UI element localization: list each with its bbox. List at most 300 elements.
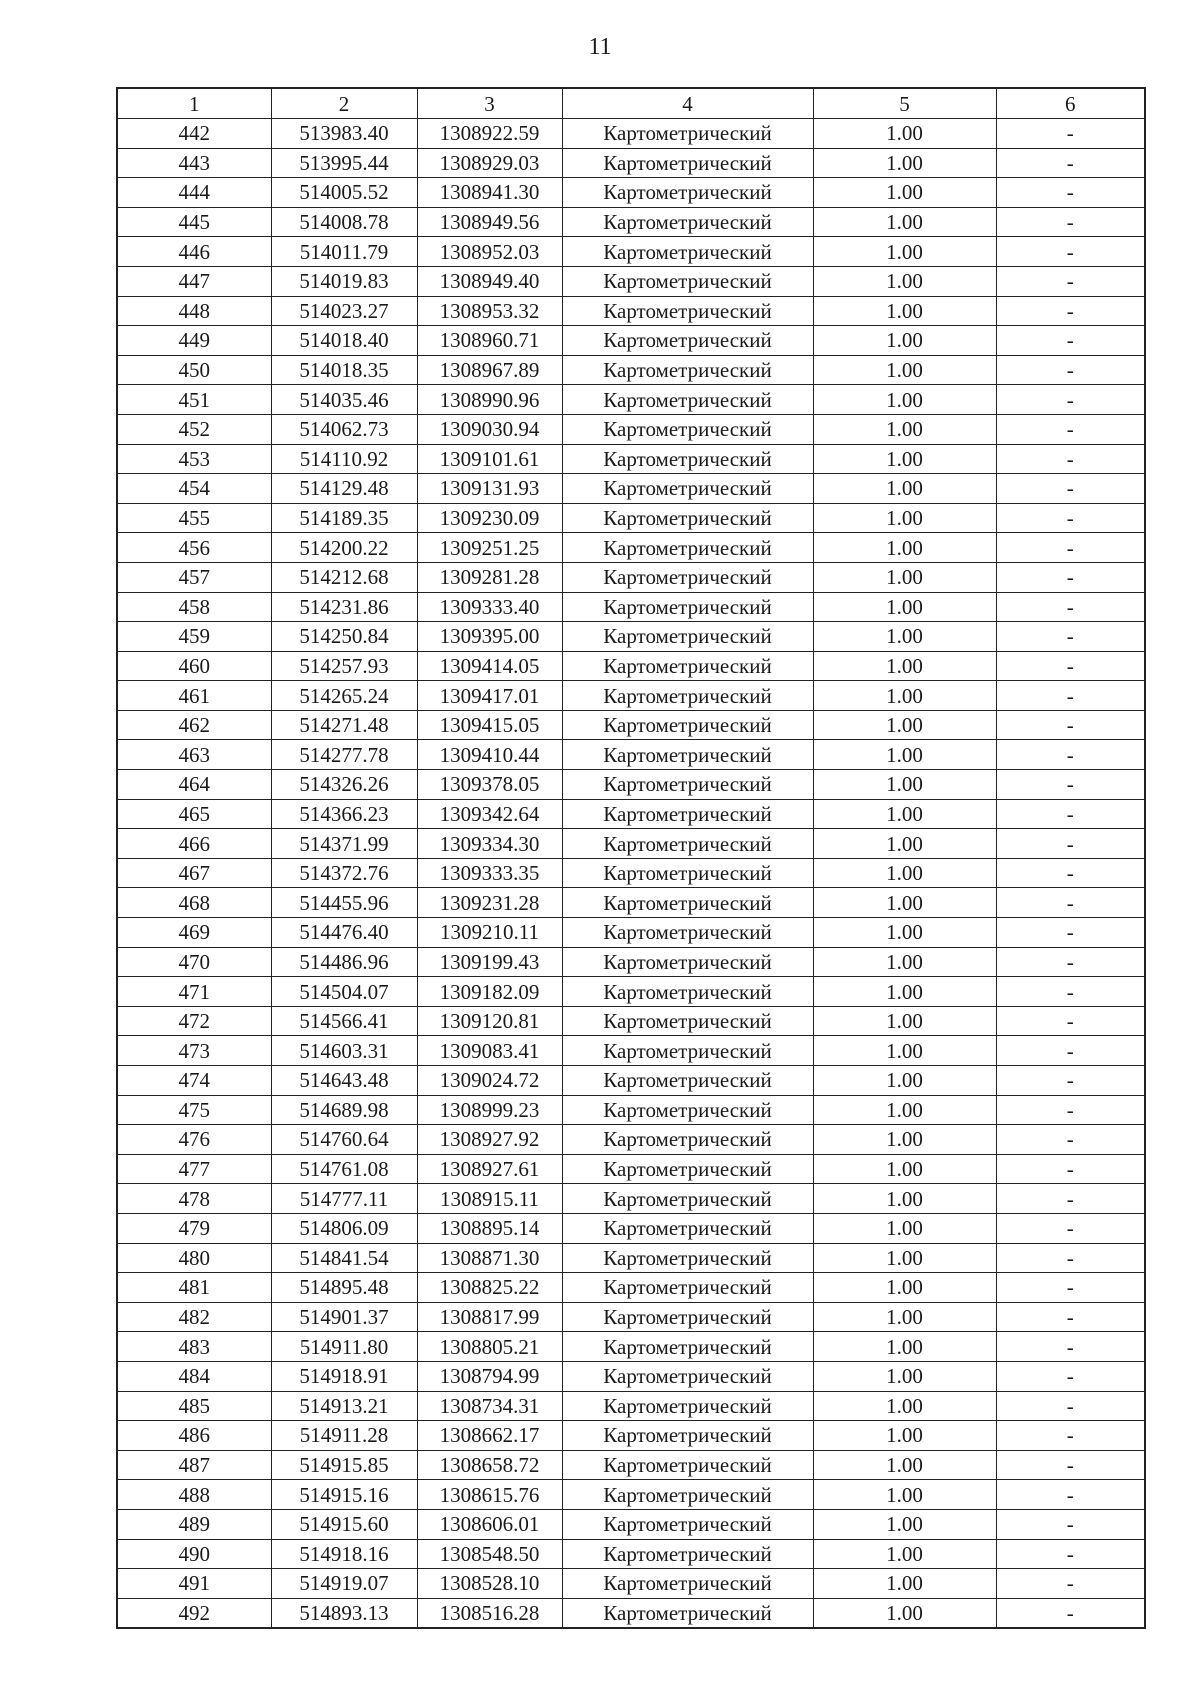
x-coordinate-cell: 514911.80: [271, 1332, 417, 1362]
point-number-cell: 465: [117, 799, 271, 829]
y-coordinate-cell: 1308960.71: [417, 326, 562, 356]
method-cell: Картометрический: [562, 474, 813, 504]
x-coordinate-cell: 514777.11: [271, 1184, 417, 1214]
method-cell: Картометрический: [562, 296, 813, 326]
description-cell: -: [996, 977, 1145, 1007]
header-row: [117, 88, 1145, 119]
table-header: [117, 88, 1145, 119]
method-cell: Картометрический: [562, 266, 813, 296]
point-number-cell: 484: [117, 1361, 271, 1391]
x-coordinate-cell: 514915.60: [271, 1509, 417, 1539]
x-coordinate-cell: 514895.48: [271, 1273, 417, 1303]
table-row: [117, 1539, 1145, 1569]
table-row: [117, 1361, 1145, 1391]
accuracy-cell: 1.00: [813, 710, 996, 740]
y-coordinate-cell: 1308949.56: [417, 207, 562, 237]
point-number-cell: 471: [117, 977, 271, 1007]
accuracy-cell: 1.00: [813, 444, 996, 474]
y-coordinate-cell: 1308658.72: [417, 1450, 562, 1480]
accuracy-cell: 1.00: [813, 918, 996, 948]
y-coordinate-cell: 1308895.14: [417, 1213, 562, 1243]
accuracy-cell: 1.00: [813, 740, 996, 770]
y-coordinate-cell: 1308922.59: [417, 119, 562, 149]
table-row: [117, 888, 1145, 918]
method-cell: Картометрический: [562, 799, 813, 829]
point-number-cell: 452: [117, 414, 271, 444]
y-coordinate-cell: 1308528.10: [417, 1569, 562, 1599]
table-row: [117, 474, 1145, 504]
description-cell: -: [996, 1154, 1145, 1184]
y-coordinate-cell: 1309210.11: [417, 918, 562, 948]
table-row: [117, 1095, 1145, 1125]
table-row: [117, 503, 1145, 533]
method-cell: Картометрический: [562, 947, 813, 977]
x-coordinate-cell: 514841.54: [271, 1243, 417, 1273]
accuracy-cell: 1.00: [813, 503, 996, 533]
y-coordinate-cell: 1308548.50: [417, 1539, 562, 1569]
table-row: [117, 1125, 1145, 1155]
column-header-4: 4: [562, 88, 813, 119]
x-coordinate-cell: 514566.41: [271, 1006, 417, 1036]
y-coordinate-cell: 1308606.01: [417, 1509, 562, 1539]
method-cell: Картометрический: [562, 918, 813, 948]
description-cell: -: [996, 1332, 1145, 1362]
y-coordinate-cell: 1309378.05: [417, 770, 562, 800]
point-number-cell: 461: [117, 681, 271, 711]
method-cell: Картометрический: [562, 829, 813, 859]
point-number-cell: 487: [117, 1450, 271, 1480]
y-coordinate-cell: 1308915.11: [417, 1184, 562, 1214]
y-coordinate-cell: 1309182.09: [417, 977, 562, 1007]
y-coordinate-cell: 1309281.28: [417, 562, 562, 592]
point-number-cell: 444: [117, 178, 271, 208]
method-cell: Картометрический: [562, 1154, 813, 1184]
accuracy-cell: 1.00: [813, 651, 996, 681]
description-cell: -: [996, 1036, 1145, 1066]
x-coordinate-cell: 514901.37: [271, 1302, 417, 1332]
y-coordinate-cell: 1309333.35: [417, 858, 562, 888]
table-row: [117, 1213, 1145, 1243]
x-coordinate-cell: 514911.28: [271, 1421, 417, 1451]
description-cell: -: [996, 266, 1145, 296]
y-coordinate-cell: 1308941.30: [417, 178, 562, 208]
accuracy-cell: 1.00: [813, 1421, 996, 1451]
method-cell: Картометрический: [562, 858, 813, 888]
table-row: [117, 1243, 1145, 1273]
table-row: [117, 1421, 1145, 1451]
table-row: [117, 1036, 1145, 1066]
description-cell: -: [996, 1243, 1145, 1273]
table-row: [117, 237, 1145, 267]
x-coordinate-cell: 513995.44: [271, 148, 417, 178]
point-number-cell: 486: [117, 1421, 271, 1451]
method-cell: Картометрический: [562, 1036, 813, 1066]
x-coordinate-cell: 514643.48: [271, 1066, 417, 1096]
description-cell: -: [996, 1509, 1145, 1539]
description-cell: -: [996, 296, 1145, 326]
point-number-cell: 476: [117, 1125, 271, 1155]
accuracy-cell: 1.00: [813, 829, 996, 859]
y-coordinate-cell: 1309251.25: [417, 533, 562, 563]
point-number-cell: 448: [117, 296, 271, 326]
accuracy-cell: 1.00: [813, 947, 996, 977]
x-coordinate-cell: 514371.99: [271, 829, 417, 859]
method-cell: Картометрический: [562, 888, 813, 918]
description-cell: -: [996, 444, 1145, 474]
column-header-2: 2: [271, 88, 417, 119]
accuracy-cell: 1.00: [813, 1598, 996, 1628]
y-coordinate-cell: 1308615.76: [417, 1480, 562, 1510]
method-cell: Картометрический: [562, 710, 813, 740]
column-header-5: 5: [813, 88, 996, 119]
x-coordinate-cell: 514486.96: [271, 947, 417, 977]
method-cell: Картометрический: [562, 1006, 813, 1036]
x-coordinate-cell: 514689.98: [271, 1095, 417, 1125]
point-number-cell: 463: [117, 740, 271, 770]
x-coordinate-cell: 514018.35: [271, 355, 417, 385]
y-coordinate-cell: 1308967.89: [417, 355, 562, 385]
point-number-cell: 466: [117, 829, 271, 859]
method-cell: Картометрический: [562, 326, 813, 356]
accuracy-cell: 1.00: [813, 1036, 996, 1066]
method-cell: Картометрический: [562, 1361, 813, 1391]
accuracy-cell: 1.00: [813, 1213, 996, 1243]
accuracy-cell: 1.00: [813, 296, 996, 326]
method-cell: Картометрический: [562, 355, 813, 385]
x-coordinate-cell: 514919.07: [271, 1569, 417, 1599]
column-header-3: 3: [417, 88, 562, 119]
description-cell: -: [996, 385, 1145, 415]
description-cell: -: [996, 888, 1145, 918]
x-coordinate-cell: 514366.23: [271, 799, 417, 829]
y-coordinate-cell: 1308662.17: [417, 1421, 562, 1451]
method-cell: Картометрический: [562, 1125, 813, 1155]
x-coordinate-cell: 514200.22: [271, 533, 417, 563]
point-number-cell: 449: [117, 326, 271, 356]
method-cell: Картометрический: [562, 119, 813, 149]
accuracy-cell: 1.00: [813, 1154, 996, 1184]
point-number-cell: 483: [117, 1332, 271, 1362]
point-number-cell: 462: [117, 710, 271, 740]
point-number-cell: 469: [117, 918, 271, 948]
table-row: [117, 207, 1145, 237]
accuracy-cell: 1.00: [813, 888, 996, 918]
x-coordinate-cell: 514893.13: [271, 1598, 417, 1628]
method-cell: Картометрический: [562, 622, 813, 652]
y-coordinate-cell: 1309030.94: [417, 414, 562, 444]
table-row: [117, 1450, 1145, 1480]
method-cell: Картометрический: [562, 503, 813, 533]
y-coordinate-cell: 1309342.64: [417, 799, 562, 829]
table-row: [117, 799, 1145, 829]
table-row: [117, 622, 1145, 652]
description-cell: -: [996, 1598, 1145, 1628]
accuracy-cell: 1.00: [813, 1539, 996, 1569]
x-coordinate-cell: 514455.96: [271, 888, 417, 918]
point-number-cell: 475: [117, 1095, 271, 1125]
accuracy-cell: 1.00: [813, 1066, 996, 1096]
description-cell: -: [996, 237, 1145, 267]
point-number-cell: 485: [117, 1391, 271, 1421]
description-cell: -: [996, 1213, 1145, 1243]
accuracy-cell: 1.00: [813, 977, 996, 1007]
method-cell: Картометрический: [562, 681, 813, 711]
x-coordinate-cell: 514760.64: [271, 1125, 417, 1155]
point-number-cell: 451: [117, 385, 271, 415]
method-cell: Картометрический: [562, 1450, 813, 1480]
x-coordinate-cell: 514913.21: [271, 1391, 417, 1421]
method-cell: Картометрический: [562, 562, 813, 592]
accuracy-cell: 1.00: [813, 1184, 996, 1214]
accuracy-cell: 1.00: [813, 414, 996, 444]
y-coordinate-cell: 1309101.61: [417, 444, 562, 474]
x-coordinate-cell: 514918.91: [271, 1361, 417, 1391]
x-coordinate-cell: 514008.78: [271, 207, 417, 237]
table-row: [117, 740, 1145, 770]
description-cell: -: [996, 1539, 1145, 1569]
column-header-1: 1: [117, 88, 271, 119]
method-cell: Картометрический: [562, 1539, 813, 1569]
method-cell: Картометрический: [562, 1213, 813, 1243]
method-cell: Картометрический: [562, 1391, 813, 1421]
table-row: [117, 414, 1145, 444]
description-cell: -: [996, 1361, 1145, 1391]
point-number-cell: 480: [117, 1243, 271, 1273]
accuracy-cell: 1.00: [813, 266, 996, 296]
method-cell: Картометрический: [562, 1480, 813, 1510]
table-row: [117, 1509, 1145, 1539]
x-coordinate-cell: 514265.24: [271, 681, 417, 711]
x-coordinate-cell: 514806.09: [271, 1213, 417, 1243]
point-number-cell: 446: [117, 237, 271, 267]
point-number-cell: 478: [117, 1184, 271, 1214]
description-cell: -: [996, 1273, 1145, 1303]
method-cell: Картометрический: [562, 1273, 813, 1303]
point-number-cell: 456: [117, 533, 271, 563]
point-number-cell: 472: [117, 1006, 271, 1036]
description-cell: -: [996, 474, 1145, 504]
description-cell: -: [996, 710, 1145, 740]
method-cell: Картометрический: [562, 207, 813, 237]
y-coordinate-cell: 1308734.31: [417, 1391, 562, 1421]
accuracy-cell: 1.00: [813, 622, 996, 652]
y-coordinate-cell: 1308999.23: [417, 1095, 562, 1125]
description-cell: -: [996, 503, 1145, 533]
point-number-cell: 492: [117, 1598, 271, 1628]
accuracy-cell: 1.00: [813, 562, 996, 592]
table-row: [117, 355, 1145, 385]
point-number-cell: 445: [117, 207, 271, 237]
description-cell: -: [996, 799, 1145, 829]
description-cell: -: [996, 622, 1145, 652]
description-cell: -: [996, 592, 1145, 622]
table-row: [117, 1184, 1145, 1214]
point-number-cell: 473: [117, 1036, 271, 1066]
description-cell: -: [996, 355, 1145, 385]
x-coordinate-cell: 514019.83: [271, 266, 417, 296]
y-coordinate-cell: 1309199.43: [417, 947, 562, 977]
y-coordinate-cell: 1309414.05: [417, 651, 562, 681]
point-number-cell: 468: [117, 888, 271, 918]
table-row: [117, 918, 1145, 948]
point-number-cell: 460: [117, 651, 271, 681]
method-cell: Картометрический: [562, 592, 813, 622]
table-row: [117, 385, 1145, 415]
x-coordinate-cell: 514257.93: [271, 651, 417, 681]
method-cell: Картометрический: [562, 444, 813, 474]
table-row: [117, 829, 1145, 859]
method-cell: Картометрический: [562, 740, 813, 770]
table-row: [117, 770, 1145, 800]
point-number-cell: 457: [117, 562, 271, 592]
description-cell: -: [996, 1480, 1145, 1510]
point-number-cell: 488: [117, 1480, 271, 1510]
y-coordinate-cell: 1309333.40: [417, 592, 562, 622]
accuracy-cell: 1.00: [813, 1006, 996, 1036]
accuracy-cell: 1.00: [813, 1391, 996, 1421]
y-coordinate-cell: 1308929.03: [417, 148, 562, 178]
x-coordinate-cell: 514129.48: [271, 474, 417, 504]
x-coordinate-cell: 514915.16: [271, 1480, 417, 1510]
method-cell: Картометрический: [562, 1332, 813, 1362]
point-number-cell: 489: [117, 1509, 271, 1539]
point-number-cell: 479: [117, 1213, 271, 1243]
method-cell: Картометрический: [562, 1243, 813, 1273]
accuracy-cell: 1.00: [813, 1509, 996, 1539]
accuracy-cell: 1.00: [813, 385, 996, 415]
method-cell: Картометрический: [562, 1066, 813, 1096]
description-cell: -: [996, 1421, 1145, 1451]
method-cell: Картометрический: [562, 1598, 813, 1628]
coordinates-table: [116, 87, 1146, 1629]
description-cell: -: [996, 1066, 1145, 1096]
y-coordinate-cell: 1308817.99: [417, 1302, 562, 1332]
method-cell: Картометрический: [562, 1095, 813, 1125]
x-coordinate-cell: 514250.84: [271, 622, 417, 652]
y-coordinate-cell: 1309395.00: [417, 622, 562, 652]
table-row: [117, 444, 1145, 474]
table-row: [117, 326, 1145, 356]
point-number-cell: 482: [117, 1302, 271, 1332]
accuracy-cell: 1.00: [813, 326, 996, 356]
point-number-cell: 477: [117, 1154, 271, 1184]
accuracy-cell: 1.00: [813, 799, 996, 829]
table-row: [117, 1154, 1145, 1184]
accuracy-cell: 1.00: [813, 592, 996, 622]
x-coordinate-cell: 514271.48: [271, 710, 417, 740]
point-number-cell: 458: [117, 592, 271, 622]
x-coordinate-cell: 514231.86: [271, 592, 417, 622]
table-row: [117, 119, 1145, 149]
description-cell: -: [996, 947, 1145, 977]
y-coordinate-cell: 1308952.03: [417, 237, 562, 267]
description-cell: -: [996, 562, 1145, 592]
point-number-cell: 455: [117, 503, 271, 533]
description-cell: -: [996, 858, 1145, 888]
description-cell: -: [996, 207, 1145, 237]
description-cell: -: [996, 148, 1145, 178]
point-number-cell: 490: [117, 1539, 271, 1569]
table-body: [117, 119, 1145, 1629]
point-number-cell: 454: [117, 474, 271, 504]
x-coordinate-cell: 514372.76: [271, 858, 417, 888]
method-cell: Картометрический: [562, 977, 813, 1007]
y-coordinate-cell: 1309131.93: [417, 474, 562, 504]
description-cell: -: [996, 326, 1145, 356]
method-cell: Картометрический: [562, 1509, 813, 1539]
point-number-cell: 491: [117, 1569, 271, 1599]
y-coordinate-cell: 1309083.41: [417, 1036, 562, 1066]
y-coordinate-cell: 1308805.21: [417, 1332, 562, 1362]
method-cell: Картометрический: [562, 178, 813, 208]
y-coordinate-cell: 1308516.28: [417, 1598, 562, 1628]
accuracy-cell: 1.00: [813, 1450, 996, 1480]
table-row: [117, 947, 1145, 977]
method-cell: Картометрический: [562, 1302, 813, 1332]
x-coordinate-cell: 514110.92: [271, 444, 417, 474]
x-coordinate-cell: 514212.68: [271, 562, 417, 592]
x-coordinate-cell: 514011.79: [271, 237, 417, 267]
accuracy-cell: 1.00: [813, 858, 996, 888]
description-cell: -: [996, 414, 1145, 444]
description-cell: -: [996, 178, 1145, 208]
x-coordinate-cell: 514603.31: [271, 1036, 417, 1066]
x-coordinate-cell: 514476.40: [271, 918, 417, 948]
point-number-cell: 464: [117, 770, 271, 800]
table-row: [117, 710, 1145, 740]
description-cell: -: [996, 681, 1145, 711]
table-row: [117, 1273, 1145, 1303]
point-number-cell: 442: [117, 119, 271, 149]
table-row: [117, 858, 1145, 888]
y-coordinate-cell: 1309417.01: [417, 681, 562, 711]
y-coordinate-cell: 1309120.81: [417, 1006, 562, 1036]
accuracy-cell: 1.00: [813, 1095, 996, 1125]
table-row: [117, 296, 1145, 326]
table-row: [117, 592, 1145, 622]
accuracy-cell: 1.00: [813, 1125, 996, 1155]
table-row: [117, 1391, 1145, 1421]
accuracy-cell: 1.00: [813, 148, 996, 178]
description-cell: -: [996, 829, 1145, 859]
method-cell: Картометрический: [562, 414, 813, 444]
table-row: [117, 1598, 1145, 1628]
description-cell: -: [996, 1391, 1145, 1421]
description-cell: -: [996, 1569, 1145, 1599]
method-cell: Картометрический: [562, 1569, 813, 1599]
description-cell: -: [996, 740, 1145, 770]
accuracy-cell: 1.00: [813, 1569, 996, 1599]
table-row: [117, 1066, 1145, 1096]
table-row: [117, 1006, 1145, 1036]
y-coordinate-cell: 1308871.30: [417, 1243, 562, 1273]
y-coordinate-cell: 1308927.92: [417, 1125, 562, 1155]
table-row: [117, 1302, 1145, 1332]
table-row: [117, 178, 1145, 208]
accuracy-cell: 1.00: [813, 237, 996, 267]
description-cell: -: [996, 533, 1145, 563]
point-number-cell: 474: [117, 1066, 271, 1096]
method-cell: Картометрический: [562, 770, 813, 800]
y-coordinate-cell: 1308927.61: [417, 1154, 562, 1184]
accuracy-cell: 1.00: [813, 207, 996, 237]
point-number-cell: 459: [117, 622, 271, 652]
y-coordinate-cell: 1308825.22: [417, 1273, 562, 1303]
y-coordinate-cell: 1309024.72: [417, 1066, 562, 1096]
method-cell: Картометрический: [562, 533, 813, 563]
x-coordinate-cell: 514018.40: [271, 326, 417, 356]
y-coordinate-cell: 1309231.28: [417, 888, 562, 918]
